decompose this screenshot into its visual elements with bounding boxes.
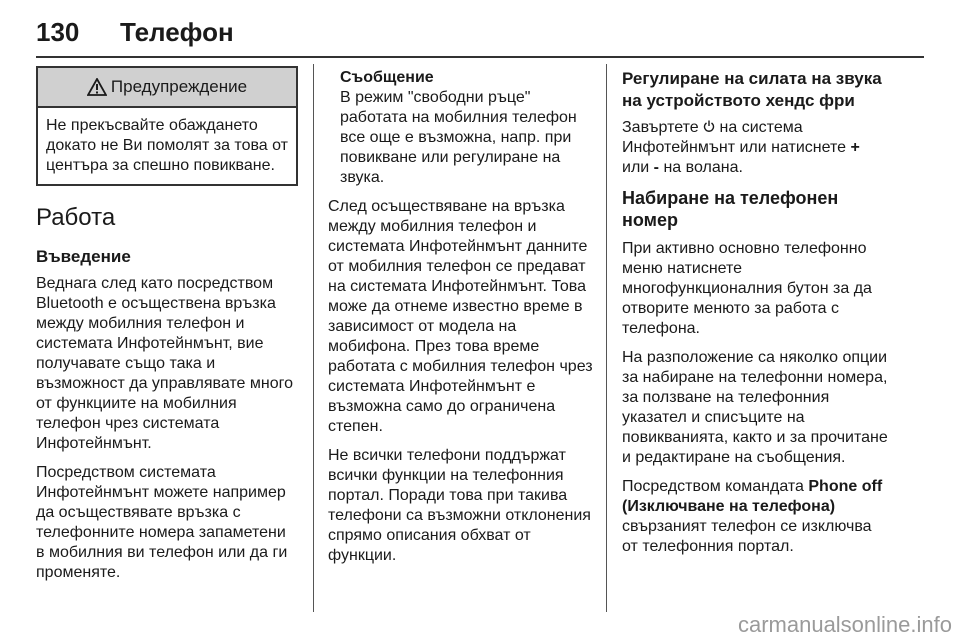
dial-title: Набиране на телефонен номер	[622, 188, 839, 230]
warning-text: Не прекъсвайте обаждането докато не Ви помолят за това от центъра за спешно повикване.	[46, 117, 289, 174]
intro-paragraph-1: Веднага след като посредством Bluetooth е осъществена връзка между мобилния телефон и системата Инфотейнмънт, вие получавате също така и възможност да управлявате много от функциите на мобилния телефон чрез системата Инфотейнмънт.	[36, 275, 293, 452]
dial-text-b: свързаният телефон се изключва от телефонния портал.	[622, 518, 872, 555]
volume-text-d: на волана.	[663, 159, 743, 176]
column-1	[36, 64, 298, 592]
phone-off-command: Phone off (Изключване на телефона)	[622, 478, 883, 515]
handsfree-text: В режим "свободни ръце" работата на мобилния телефон все още е възможна, напр. при повикване или регулиране на звука.	[340, 89, 577, 186]
dial-paragraph-1: При активно основно телефонно меню натиснете многофункционалния бутон за да отворите менюто за работа с телефона.	[622, 240, 872, 337]
page-number: 130	[36, 16, 80, 47]
warning-triangle-icon	[87, 78, 107, 96]
page-header	[36, 10, 924, 54]
chapter-title: Телефон	[120, 16, 234, 47]
handsfree-note	[328, 68, 594, 188]
volume-text-b: на система Инфотейнмънт или натиснете	[622, 119, 847, 156]
section-title: Работа	[36, 204, 116, 231]
col2-paragraph-2: Не всички телефони поддържат всички функции на телефонния портал. Поради това при такива телефони са възможни отклонения спрямо описания обхват от функции.	[328, 447, 591, 564]
column-divider-2	[606, 64, 607, 612]
warning-header	[38, 68, 296, 108]
header-rule	[36, 56, 924, 58]
warning-title: Предупреждение	[110, 77, 248, 96]
warning-box	[36, 66, 298, 186]
power-knob-icon	[703, 120, 715, 133]
plus-key: +	[850, 139, 860, 156]
minus-key: -	[653, 159, 659, 176]
dial-text-a: Посредством командата	[622, 478, 804, 495]
dial-paragraph-3	[622, 477, 888, 557]
col2-paragraph-1: След осъществяване на връзка между мобилния телефон и системата Инфотейнмънт данните от мобилния телефон се предават на системата Инфотейнмънт. Това може да отнеме известно време в зависимост от модела на мобифона. През това време работата с мобилния телефон чрез системата Инфотейнмънт е възможна само до ограничена степен.	[328, 198, 593, 435]
column-divider-1	[313, 64, 314, 612]
column-3	[622, 68, 888, 566]
dial-paragraph-2: На разположение са няколко опции за набиране на телефонни номера, за ползване на телефонния указател и списъците на повикванията, както и за прочитане и редактиране на съобщения.	[622, 349, 888, 466]
column-2	[328, 68, 594, 575]
intro-paragraph-2: Посредством системата Инфотейнмънт можете например да осъществявате връзка с телефонните номера запаметени в мобилния ви телефон или да ги променяте.	[36, 464, 288, 581]
watermark: carmanualsonline.info	[737, 612, 952, 637]
volume-paragraph	[622, 118, 888, 178]
volume-title: Регулиране на силата на звука на устройството хендс фри	[622, 69, 882, 110]
handsfree-title: Съобщение	[340, 69, 434, 86]
volume-text-c: или	[622, 159, 650, 176]
volume-text-a: Завъртете	[622, 119, 699, 136]
subsection-title: Въведение	[36, 247, 131, 266]
